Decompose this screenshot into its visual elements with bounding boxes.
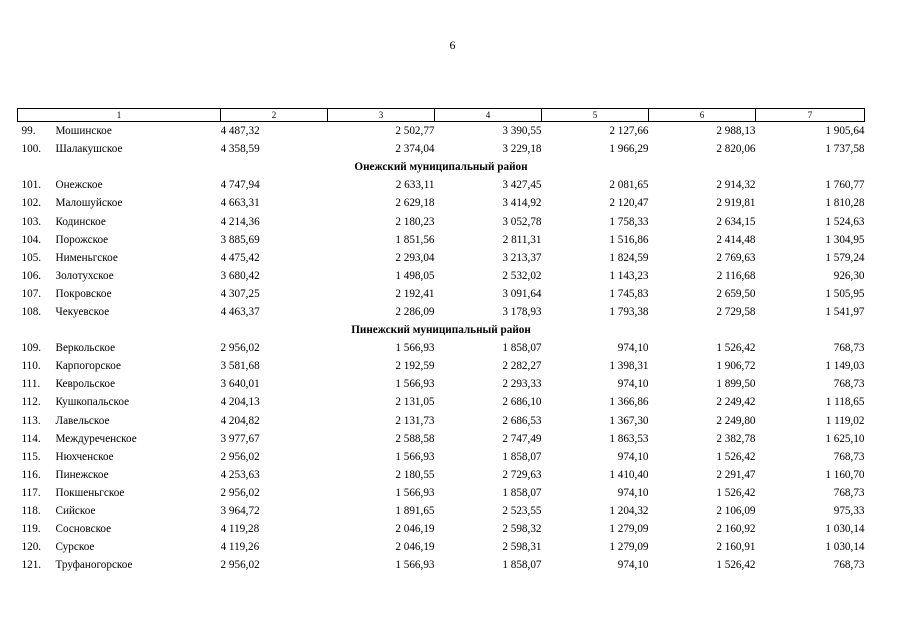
value-cell: 1 566,93 [395,450,435,463]
column-header: 1 [18,109,221,122]
value-cell: 1 526,42 [716,559,756,572]
row-number: 116. [21,468,41,481]
value-cell: 1 824,59 [609,251,649,264]
value-cell: 3 885,69 [220,233,260,246]
value-cell: 768,73 [833,450,865,463]
value-cell: 2 131,05 [395,396,435,409]
value-cell: 2 374,04 [395,143,435,156]
value-cell: 2 160,91 [716,541,756,554]
row-number: 118. [21,505,41,518]
value-cell: 1 143,23 [609,269,649,282]
settlement-name: Лавельское [55,414,110,427]
table-row [18,448,865,466]
row-number: 112. [21,396,41,409]
value-cell: 1 851,56 [395,233,435,246]
settlement-cell [18,176,221,194]
value-cell: 2 293,33 [502,378,542,391]
value-cell: 1 524,63 [825,215,865,228]
value-cell: 1 899,50 [716,378,756,391]
column-header: 4 [435,109,542,122]
column-header: 6 [649,109,756,122]
value-cell: 2 956,02 [220,559,260,572]
value-cell: 1 279,09 [609,523,649,536]
value-cell: 1 526,42 [716,486,756,499]
settlement-cell [18,520,221,538]
value-cell: 3 977,67 [220,432,260,445]
settlement-name: Шалакушское [55,143,123,156]
value-cell: 3 178,93 [502,305,542,318]
value-cell: 1 566,93 [395,559,435,572]
value-cell: 2 988,13 [716,125,756,138]
value-cell: 2 598,31 [502,541,542,554]
table-row [18,303,865,321]
value-cell: 2 502,77 [395,125,435,138]
settlement-cell [18,556,221,574]
value-cell: 2 633,11 [395,179,435,192]
value-cell: 2 629,18 [395,197,435,210]
data-table [17,108,865,574]
row-number: 117. [21,486,41,499]
settlement-name: Карпогорское [55,360,121,373]
settlement-name: Кодинское [55,215,106,228]
section-title: Пинежский муниципальный район [351,324,531,337]
table-row [18,538,865,556]
value-cell: 768,73 [833,486,865,499]
value-cell: 2 729,58 [716,305,756,318]
value-cell: 1 398,31 [609,360,649,373]
settlement-name: Пинежское [55,468,109,481]
table-row [18,484,865,502]
settlement-name: Труфаногорское [55,559,133,572]
settlement-name: Кеврольское [55,378,116,391]
settlement-cell [18,249,221,267]
settlement-cell [18,430,221,448]
value-cell: 1 566,93 [395,378,435,391]
value-cell: 4 663,31 [220,197,260,210]
row-number: 102. [21,197,42,210]
value-cell: 3 229,18 [502,143,542,156]
value-cell: 4 253,63 [220,468,260,481]
row-number: 101. [21,179,42,192]
settlement-name: Покшеньгское [55,486,125,499]
value-cell: 1 541,97 [825,305,865,318]
value-cell: 1 858,07 [502,486,542,499]
value-cell: 4 119,28 [220,523,260,536]
settlement-name: Нюхченское [55,450,114,463]
value-cell: 2 120,47 [609,197,649,210]
row-number: 110. [21,360,41,373]
value-cell: 2 956,02 [220,486,260,499]
settlement-name: Сийское [55,505,96,518]
value-cell: 1 526,42 [716,342,756,355]
value-cell: 2 523,55 [502,505,542,518]
row-number: 108. [21,305,42,318]
table-row [18,140,865,158]
value-cell: 1 905,64 [825,125,865,138]
value-cell: 2 180,23 [395,215,435,228]
value-cell: 1 891,65 [395,505,435,518]
settlement-name: Малошуйское [55,197,123,210]
value-cell: 1 149,03 [825,360,865,373]
settlement-cell [18,267,221,285]
section-heading-row [18,321,865,339]
settlement-cell [18,231,221,249]
value-cell: 1 526,42 [716,450,756,463]
table-row [18,176,865,194]
value-cell: 974,10 [617,342,649,355]
value-cell: 1 566,93 [395,486,435,499]
value-cell: 1 505,95 [825,287,865,300]
value-cell: 1 858,07 [502,450,542,463]
table-row [18,122,865,141]
row-number: 114. [21,432,41,445]
settlement-cell [18,285,221,303]
value-cell: 1 863,53 [609,432,649,445]
settlement-name: Сосновское [55,523,112,536]
table-row [18,520,865,538]
value-cell: 2 686,10 [502,396,542,409]
settlement-cell [18,140,221,158]
value-cell: 2 414,48 [716,233,756,246]
row-number: 111. [21,378,41,391]
value-cell: 2 382,78 [716,432,756,445]
value-cell: 2 293,04 [395,251,435,264]
value-cell: 2 956,02 [220,342,260,355]
value-cell: 3 427,45 [502,179,542,192]
value-cell: 2 131,73 [395,414,435,427]
value-cell: 3 581,68 [220,360,260,373]
value-cell: 2 729,63 [502,468,542,481]
value-cell: 2 811,31 [502,233,542,246]
table-row [18,285,865,303]
settlement-cell [18,375,221,393]
value-cell: 4 307,25 [220,287,260,300]
value-cell: 2 192,41 [395,287,435,300]
column-header: 2 [221,109,328,122]
row-number: 121. [21,559,42,572]
value-cell: 975,33 [833,505,865,518]
value-cell: 974,10 [617,559,649,572]
value-cell: 3 091,64 [502,287,542,300]
value-cell: 1 566,93 [395,342,435,355]
value-cell: 2 820,06 [716,143,756,156]
column-header: 7 [756,109,865,122]
value-cell: 2 747,49 [502,432,542,445]
value-cell: 1 030,14 [825,523,865,536]
table-body [18,122,865,575]
table-row [18,393,865,411]
column-header: 5 [542,109,649,122]
value-cell: 2 532,02 [502,269,542,282]
table-row [18,412,865,430]
value-cell: 1 160,70 [825,468,865,481]
value-cell: 3 213,37 [502,251,542,264]
row-number: 99. [21,125,36,138]
value-cell: 4 487,32 [220,125,260,138]
value-cell: 1 737,58 [825,143,865,156]
settlement-cell [18,412,221,430]
value-cell: 1 030,14 [825,541,865,554]
settlement-name: Золотухское [55,269,114,282]
value-cell: 1 758,33 [609,215,649,228]
value-cell: 2 291,47 [716,468,756,481]
value-cell: 2 659,50 [716,287,756,300]
settlement-cell [18,484,221,502]
value-cell: 1 745,83 [609,287,649,300]
row-number: 105. [21,251,42,264]
section-heading-row [18,158,865,176]
value-cell: 4 475,42 [220,251,260,264]
value-cell: 1 119,02 [825,414,865,427]
value-cell: 1 410,40 [609,468,649,481]
value-cell: 4 463,37 [220,305,260,318]
table-row [18,339,865,357]
settlement-name: Кушкопальское [55,396,130,409]
value-cell: 2 127,66 [609,125,649,138]
value-cell: 1 906,72 [716,360,756,373]
row-number: 120. [21,541,42,554]
value-cell: 3 052,78 [502,215,542,228]
table-row [18,267,865,285]
value-cell: 2 106,09 [716,505,756,518]
value-cell: 1 366,86 [609,396,649,409]
value-cell: 2 046,19 [395,541,435,554]
table-row [18,249,865,267]
value-cell: 2 192,59 [395,360,435,373]
page-number: 6 [449,38,456,52]
settlement-cell [18,339,221,357]
settlement-cell [18,194,221,212]
table-row [18,357,865,375]
value-cell: 2 769,63 [716,251,756,264]
value-cell: 1 858,07 [502,559,542,572]
value-cell: 1 118,65 [825,396,865,409]
value-cell: 4 214,36 [220,215,260,228]
value-cell: 2 249,80 [716,414,756,427]
value-cell: 768,73 [833,342,865,355]
value-cell: 3 390,55 [502,125,542,138]
row-number: 107. [21,287,42,300]
value-cell: 4 119,26 [220,541,260,554]
value-cell: 1 367,30 [609,414,649,427]
value-cell: 2 914,32 [716,179,756,192]
value-cell: 1 966,29 [609,143,649,156]
settlement-cell [18,357,221,375]
value-cell: 2 956,02 [220,450,260,463]
settlement-cell [18,502,221,520]
column-header: 3 [328,109,435,122]
table-row [18,430,865,448]
row-number: 113. [21,414,41,427]
table-row [18,194,865,212]
row-number: 106. [21,269,42,282]
value-cell: 2 046,19 [395,523,435,536]
settlement-name: Покровское [55,287,112,300]
settlement-cell [18,466,221,484]
row-number: 115. [21,450,41,463]
value-cell: 974,10 [617,450,649,463]
value-cell: 1 579,24 [825,251,865,264]
settlement-cell [18,448,221,466]
table-row [18,466,865,484]
value-cell: 2 160,92 [716,523,756,536]
table-row [18,502,865,520]
settlement-name: Сурское [55,541,95,554]
value-cell: 1 793,38 [609,305,649,318]
value-cell: 1 279,09 [609,541,649,554]
settlement-cell [18,303,221,321]
value-cell: 3 640,01 [220,378,260,391]
value-cell: 2 116,68 [716,269,756,282]
settlement-cell [18,538,221,556]
value-cell: 4 358,59 [220,143,260,156]
value-cell: 2 686,53 [502,414,542,427]
value-cell: 3 680,42 [220,269,260,282]
settlement-name: Веркольское [55,342,116,355]
value-cell: 4 204,82 [220,414,260,427]
value-cell: 974,10 [617,378,649,391]
value-cell: 1 516,86 [609,233,649,246]
value-cell: 3 964,72 [220,505,260,518]
row-number: 109. [21,342,42,355]
value-cell: 2 081,65 [609,179,649,192]
row-number: 103. [21,215,42,228]
value-cell: 1 625,10 [825,432,865,445]
settlement-name: Нименьгское [55,251,118,264]
value-cell: 1 204,32 [609,505,649,518]
row-number: 100. [21,143,42,156]
settlement-name: Онежское [55,179,103,192]
settlement-cell [18,122,221,141]
table-row [18,212,865,230]
value-cell: 2 282,27 [502,360,542,373]
value-cell: 974,10 [617,486,649,499]
value-cell: 4 747,94 [220,179,260,192]
value-cell: 2 180,55 [395,468,435,481]
section-title: Онежский муниципальный район [354,161,528,174]
value-cell: 2 598,32 [502,523,542,536]
value-cell: 1 760,77 [825,179,865,192]
value-cell: 2 249,42 [716,396,756,409]
column-header-row [18,109,865,122]
value-cell: 1 304,95 [825,233,865,246]
value-cell: 3 414,92 [502,197,542,210]
table-row [18,556,865,574]
value-cell: 768,73 [833,559,865,572]
settlement-name: Чекуевское [55,305,110,318]
value-cell: 2 919,81 [716,197,756,210]
value-cell: 1 498,05 [395,269,435,282]
table-row [18,231,865,249]
value-cell: 768,73 [833,378,865,391]
value-cell: 1 810,28 [825,197,865,210]
value-cell: 4 204,13 [220,396,260,409]
settlement-name: Мошинское [55,125,112,138]
settlement-cell [18,212,221,230]
row-number: 119. [21,523,41,536]
settlement-name: Порожское [55,233,109,246]
value-cell: 1 858,07 [502,342,542,355]
row-number: 104. [21,233,42,246]
table-row [18,375,865,393]
settlement-cell [18,393,221,411]
value-cell: 926,30 [833,269,865,282]
value-cell: 2 588,58 [395,432,435,445]
settlement-name: Междуреченское [55,432,137,445]
value-cell: 2 634,15 [716,215,756,228]
value-cell: 2 286,09 [395,305,435,318]
